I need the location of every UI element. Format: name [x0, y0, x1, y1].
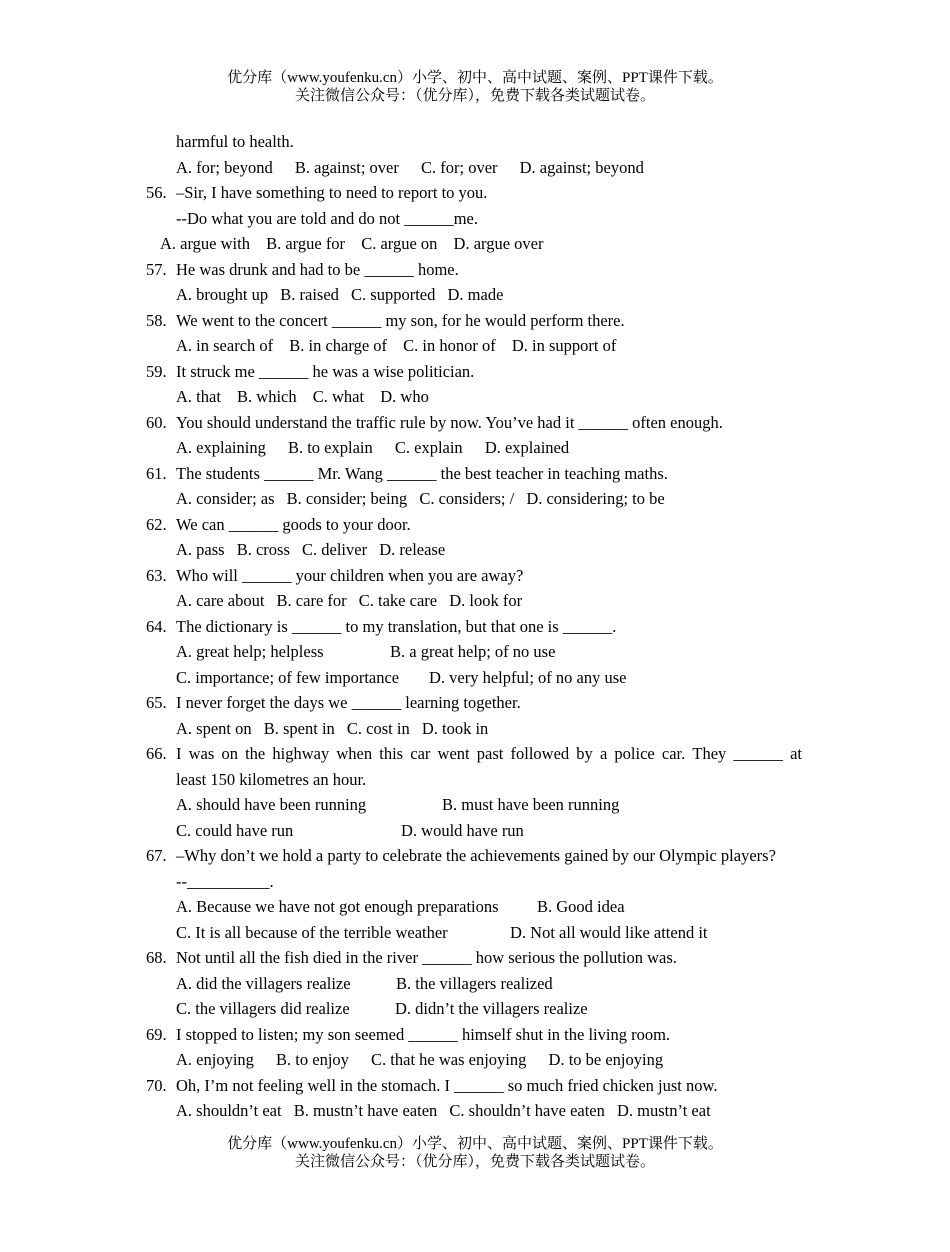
header-line-1: 优分库（www.youfenku.cn）小学、初中、高中试题、案例、PPT课件下载。	[227, 70, 723, 86]
question-text: I was on the highway when this car went past followed by a police car. They ______ at	[176, 744, 802, 763]
question-text: The dictionary is ______ to my translation, but that one is ______.	[176, 616, 617, 636]
option-c: C. shouldn’t have eaten	[449, 1101, 605, 1120]
question-67-options-row-1	[0, 894, 950, 920]
option-b: B. to explain	[287, 438, 373, 457]
question-65	[0, 690, 950, 716]
question-62-options	[0, 537, 950, 563]
option-a: A. great help; helpless	[176, 642, 324, 661]
question-number: 63.	[146, 565, 167, 585]
question-text: --Do what you are told and do not ______me.	[176, 208, 478, 228]
option-c: C. the villagers did realize	[176, 999, 350, 1018]
option-b: B. care for	[276, 591, 347, 610]
question-59	[0, 359, 950, 385]
option-a: A. for; beyond	[176, 157, 273, 177]
option-a: A. brought up	[176, 285, 269, 304]
question-text: –Why don’t we hold a party to celebrate the achievements gained by our Olympic players?	[176, 846, 776, 865]
question-number: 62.	[146, 514, 167, 534]
option-b: B. raised	[280, 285, 339, 304]
question-58	[0, 308, 950, 334]
option-d: D. explained	[484, 438, 570, 457]
option-d: D. made	[447, 285, 504, 304]
question-number: 60.	[146, 412, 167, 432]
question-text: It struck me ______ he was a wise politician.	[176, 361, 475, 381]
question-number: 57.	[146, 259, 167, 279]
question-70-options	[0, 1098, 950, 1124]
page-footer	[0, 1135, 950, 1171]
question-60-options	[0, 435, 950, 461]
option-c: C. for; over	[420, 157, 498, 177]
page-header	[0, 69, 950, 105]
option-c: C. argue on	[361, 234, 438, 253]
question-57-options	[0, 282, 950, 308]
option-c: C. in honor of	[403, 336, 496, 355]
question-58-options	[0, 333, 950, 359]
option-a: A. argue with	[160, 234, 250, 253]
question-70	[0, 1073, 950, 1099]
carryover-options	[0, 155, 950, 181]
option-d: D. didn’t the villagers realize	[395, 999, 588, 1018]
question-56	[0, 180, 950, 206]
option-b: B. argue for	[266, 234, 346, 253]
option-a: A. explaining	[176, 438, 266, 457]
question-68-options-row-1	[0, 971, 950, 997]
question-59-options	[0, 384, 950, 410]
option-a: A. care about	[176, 591, 265, 610]
option-b: B. spent in	[263, 718, 335, 738]
question-text: I stopped to listen; my son seemed ______ himself shut in the living room.	[176, 1024, 671, 1044]
option-d: D. against; beyond	[519, 157, 644, 177]
question-69	[0, 1022, 950, 1048]
question-60	[0, 410, 950, 436]
question-text: The students ______ Mr. Wang ______ the best teacher in teaching maths.	[176, 463, 668, 483]
option-d: D. in support of	[511, 336, 617, 355]
question-text: He was drunk and had to be ______ home.	[176, 259, 459, 279]
option-a: A. did the villagers realize	[176, 973, 351, 993]
question-64	[0, 614, 950, 640]
option-b: B. consider; being	[286, 489, 408, 508]
option-a: A. Because we have not got enough preparations	[176, 897, 499, 916]
option-d: D. mustn’t eat	[617, 1101, 711, 1120]
option-d: D. very helpful; of no any use	[429, 667, 627, 687]
question-number: 67.	[146, 846, 167, 865]
footer-line-2: 关注微信公众号：（优分库），免费下载各类试题试卷。	[294, 1154, 655, 1170]
question-number: 58.	[146, 310, 167, 330]
question-number: 68.	[146, 948, 167, 967]
question-68	[0, 945, 950, 971]
question-text: –Sir, I have something to need to report to you.	[176, 183, 488, 202]
option-b: B. against; over	[294, 157, 399, 177]
question-number: 69.	[146, 1024, 167, 1044]
header-line-2: 关注微信公众号：（优分库），免费下载各类试题试卷。	[294, 88, 655, 104]
question-67-options-row-2	[0, 920, 950, 946]
question-56-options	[0, 231, 950, 257]
option-c: C. could have run	[176, 820, 294, 840]
question-68-options-row-2	[0, 996, 950, 1022]
question-66-options-row-2	[0, 818, 950, 844]
option-b: B. must have been running	[442, 795, 620, 814]
question-63	[0, 563, 950, 589]
option-a: A. enjoying	[176, 1050, 254, 1069]
question-text: least 150 kilometres an hour.	[176, 769, 367, 789]
question-text: --__________.	[176, 871, 274, 891]
question-67-line-2	[0, 869, 950, 895]
question-list	[0, 129, 950, 1124]
question-text: harmful to health.	[176, 132, 294, 151]
option-d: D. would have run	[401, 820, 524, 840]
option-a: A. that	[176, 387, 221, 406]
option-c: C. deliver	[302, 540, 368, 559]
question-57	[0, 257, 950, 283]
question-text: Who will ______ your children when you are away?	[176, 565, 524, 585]
question-number: 56.	[146, 183, 167, 202]
question-64-options-row-2	[0, 665, 950, 691]
option-c: C. explain	[394, 438, 463, 457]
option-c: C. importance; of few importance	[176, 667, 400, 687]
question-text: We went to the concert ______ my son, for he would perform there.	[176, 310, 625, 330]
question-69-options	[0, 1047, 950, 1073]
option-d: D. look for	[449, 591, 523, 610]
question-number: 65.	[146, 693, 167, 712]
option-c: C. that he was enjoying	[371, 1050, 527, 1069]
option-d: D. release	[379, 540, 446, 559]
option-a: A. shouldn’t eat	[176, 1101, 282, 1120]
question-number: 64.	[146, 616, 167, 636]
option-b: B. mustn’t have eaten	[293, 1101, 438, 1120]
option-a: A. pass	[176, 540, 225, 559]
question-64-options-row-1	[0, 639, 950, 665]
question-number: 70.	[146, 1075, 167, 1095]
question-number: 61.	[146, 463, 167, 483]
question-number: 59.	[146, 361, 167, 381]
option-b: B. Good idea	[537, 897, 625, 916]
question-text: Oh, I’m not feeling well in the stomach. I ______ so much fried chicken just now.	[176, 1075, 718, 1095]
question-number: 66.	[146, 744, 167, 763]
question-67	[0, 843, 950, 869]
question-text: Not until all the fish died in the river ______ how serious the pollution was.	[176, 948, 677, 967]
option-a: A. consider; as	[176, 489, 275, 508]
option-c: C. It is all because of the terrible weather	[176, 922, 448, 942]
option-d: D. took in	[421, 718, 489, 738]
footer-line-1: 优分库（www.youfenku.cn）小学、初中、高中试题、案例、PPT课件下载。	[227, 1136, 723, 1152]
option-b: B. a great help; of no use	[390, 642, 556, 661]
option-b: B. the villagers realized	[396, 973, 553, 993]
option-c: C. considers; /	[419, 489, 515, 508]
question-66	[0, 741, 950, 767]
question-66-options-row-1	[0, 792, 950, 818]
option-b: B. in charge of	[289, 336, 388, 355]
option-c: C. what	[312, 387, 365, 406]
question-66-line-2	[0, 767, 950, 793]
question-text: We can ______ goods to your door.	[176, 514, 411, 534]
option-a: A. in search of	[176, 336, 274, 355]
option-d: D. argue over	[453, 234, 544, 253]
option-c: C. supported	[351, 285, 436, 304]
option-d: D. considering; to be	[526, 489, 665, 508]
question-61	[0, 461, 950, 487]
option-b: B. which	[237, 387, 297, 406]
option-d: D. to be enjoying	[548, 1050, 664, 1069]
option-b: B. cross	[236, 540, 290, 559]
option-d: D. Not all would like attend it	[510, 922, 708, 942]
question-65-options	[0, 716, 950, 742]
question-61-options	[0, 486, 950, 512]
carryover-text-line	[0, 129, 950, 155]
option-a: A. spent on	[176, 718, 252, 738]
question-63-options	[0, 588, 950, 614]
option-b: B. to enjoy	[276, 1050, 349, 1069]
option-a: A. should have been running	[176, 795, 367, 814]
question-62	[0, 512, 950, 538]
question-text: I never forget the days we ______ learning together.	[176, 693, 521, 712]
question-56-line-2	[0, 206, 950, 232]
option-d: D. who	[380, 387, 429, 406]
option-c: C. take care	[358, 591, 438, 610]
option-c: C. cost in	[346, 718, 410, 738]
question-text: You should understand the traffic rule by now. You’ve had it ______ often enough.	[176, 412, 723, 432]
